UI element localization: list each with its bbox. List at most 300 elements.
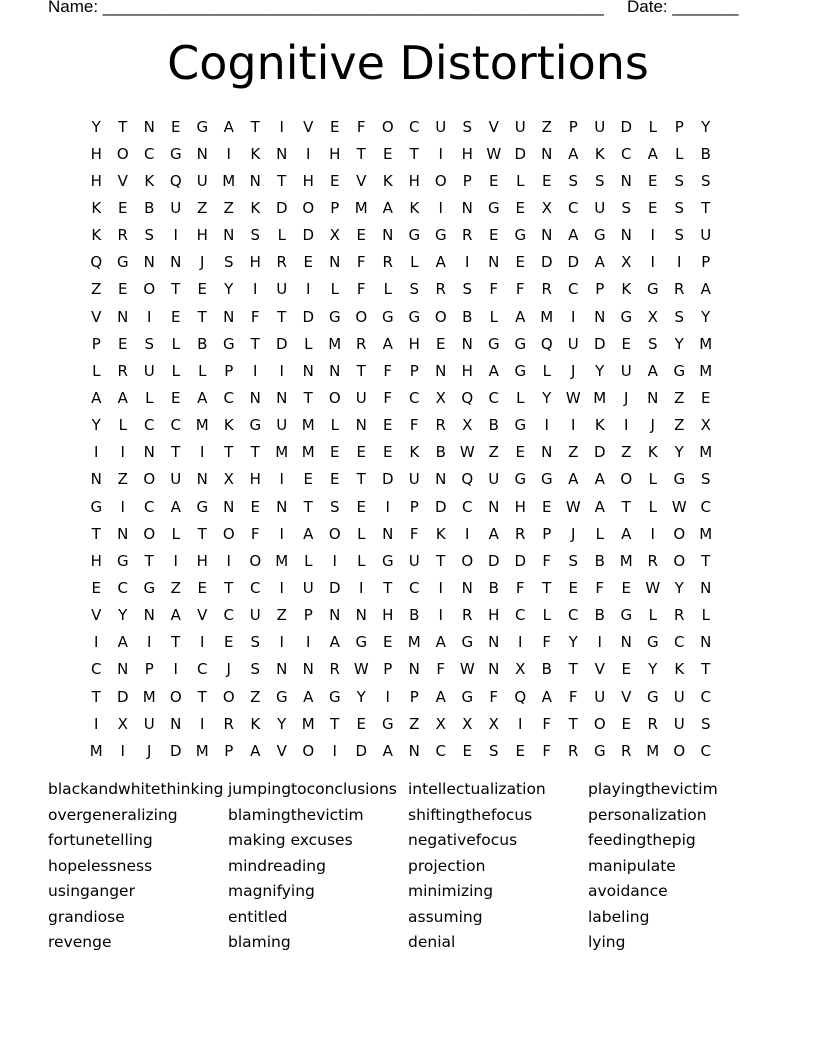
grid-letter: M xyxy=(301,416,315,435)
grid-letter: N xyxy=(249,171,261,190)
grid-letter: A xyxy=(303,687,314,706)
grid-letter: N xyxy=(461,334,473,353)
grid-letter: N xyxy=(355,606,367,625)
grid-letter: O xyxy=(381,117,394,136)
grid-letter: Y xyxy=(542,388,552,407)
grid-letter: T xyxy=(383,578,393,597)
grid-letter: L xyxy=(595,524,604,543)
grid-letter: A xyxy=(435,687,446,706)
grid-letter: C xyxy=(117,578,128,597)
grid-letter: M xyxy=(222,171,236,190)
grid-letter: T xyxy=(197,307,207,326)
grid-letter: I xyxy=(279,470,284,489)
grid-letter: N xyxy=(620,633,632,652)
grid-letter: I xyxy=(279,117,284,136)
grid-letter: I xyxy=(518,633,523,652)
grid-letter: T xyxy=(250,443,260,462)
grid-letter: O xyxy=(222,687,235,706)
grid-letter: U xyxy=(408,470,420,489)
grid-letter: R xyxy=(541,280,552,299)
grid-letter: A xyxy=(621,524,632,543)
grid-letter: I xyxy=(306,144,311,163)
grid-letter: E xyxy=(436,334,446,353)
grid-letter: R xyxy=(117,361,128,380)
word-list-item: assuming xyxy=(408,907,483,926)
grid-letter: U xyxy=(594,117,606,136)
grid-letter: G xyxy=(620,606,633,625)
grid-letter: N xyxy=(170,714,182,733)
grid-letter: O xyxy=(620,470,633,489)
grid-letter: U xyxy=(249,606,261,625)
grid-letter: A xyxy=(568,144,579,163)
word-list-item: minimizing xyxy=(408,882,494,900)
grid-letter: S xyxy=(250,633,261,652)
grid-letter: A xyxy=(488,361,499,380)
grid-letter: A xyxy=(197,388,208,407)
grid-letter: L xyxy=(304,551,313,570)
grid-letter: Z xyxy=(276,606,287,625)
grid-letter: L xyxy=(675,144,684,163)
grid-letter: I xyxy=(385,687,390,706)
grid-letter: F xyxy=(436,660,446,679)
grid-letter: N xyxy=(117,524,129,543)
grid-letter: X xyxy=(700,416,711,435)
grid-letter: E xyxy=(303,470,313,489)
grid-letter: W xyxy=(459,443,475,462)
grid-letter: H xyxy=(90,171,102,190)
grid-letter: M xyxy=(301,443,315,462)
grid-letter: I xyxy=(173,226,178,245)
grid-letter: I xyxy=(253,280,258,299)
grid-letter: R xyxy=(568,741,579,760)
grid-letter: C xyxy=(568,280,579,299)
grid-letter: S xyxy=(700,714,711,733)
grid-letter: L xyxy=(171,524,180,543)
grid-letter: O xyxy=(249,551,262,570)
grid-letter: I xyxy=(332,741,337,760)
grid-letter: D xyxy=(355,741,368,760)
grid-letter: M xyxy=(540,307,554,326)
grid-letter: N xyxy=(541,144,553,163)
date-field[interactable]: Date: _______ xyxy=(627,0,739,16)
grid-letter: A xyxy=(91,388,102,407)
grid-letter: F xyxy=(250,524,260,543)
page-title: Cognitive Distortions xyxy=(167,36,649,90)
grid-letter: L xyxy=(648,470,657,489)
grid-letter: X xyxy=(488,714,499,733)
grid-letter: F xyxy=(356,280,366,299)
grid-letter: U xyxy=(355,388,367,407)
grid-letter: C xyxy=(568,606,579,625)
grid-letter: R xyxy=(647,551,658,570)
grid-letter: T xyxy=(277,171,287,190)
grid-letter: Y xyxy=(91,416,101,435)
grid-letter: B xyxy=(700,144,711,163)
grid-letter: G xyxy=(381,307,394,326)
word-list-item: projection xyxy=(408,856,486,875)
grid-letter: I xyxy=(438,198,443,217)
grid-letter: O xyxy=(302,198,315,217)
word-bank xyxy=(48,777,768,956)
grid-letter: Y xyxy=(648,660,658,679)
grid-letter: M xyxy=(699,334,713,353)
grid-letter: G xyxy=(169,144,182,163)
grid-letter: C xyxy=(170,416,181,435)
grid-letter: M xyxy=(275,551,289,570)
grid-letter: Y xyxy=(91,117,101,136)
grid-letter: G xyxy=(408,307,421,326)
grid-letter: M xyxy=(407,633,421,652)
grid-letter: F xyxy=(515,578,525,597)
grid-letter: E xyxy=(383,443,393,462)
grid-letter: I xyxy=(226,551,231,570)
grid-letter: A xyxy=(117,388,128,407)
grid-letter: K xyxy=(91,198,102,217)
grid-letter: H xyxy=(196,226,208,245)
grid-letter: I xyxy=(279,361,284,380)
grid-letter: L xyxy=(542,361,551,380)
grid-letter: G xyxy=(434,226,447,245)
grid-letter: N xyxy=(488,660,500,679)
grid-letter: S xyxy=(462,280,473,299)
grid-letter: P xyxy=(568,117,578,136)
grid-letter: I xyxy=(94,633,99,652)
word-list-item: avoidance xyxy=(588,882,668,900)
grid-letter: M xyxy=(195,416,209,435)
name-field[interactable]: Name: _____________________________________________________ xyxy=(48,0,604,16)
grid-letter: F xyxy=(356,117,366,136)
grid-letter: V xyxy=(117,171,128,190)
grid-letter: E xyxy=(118,334,128,353)
grid-letter: A xyxy=(541,687,552,706)
grid-letter: G xyxy=(328,687,341,706)
grid-letter: N xyxy=(117,660,129,679)
word-list-item: usinganger xyxy=(48,882,135,900)
grid-letter: L xyxy=(410,253,419,272)
grid-letter: N xyxy=(620,171,632,190)
grid-letter: L xyxy=(542,606,551,625)
word-list-item: blackandwhitethinking xyxy=(48,780,224,798)
grid-letter: E xyxy=(515,741,525,760)
grid-letter: U xyxy=(620,361,632,380)
grid-letter: P xyxy=(409,497,419,516)
grid-letter: H xyxy=(382,606,394,625)
grid-letter: N xyxy=(276,144,288,163)
grid-letter: G xyxy=(461,633,474,652)
grid-letter: D xyxy=(116,687,129,706)
grid-letter: H xyxy=(514,497,526,516)
grid-letter: S xyxy=(674,226,685,245)
grid-letter: T xyxy=(701,551,711,570)
grid-letter: T xyxy=(250,117,260,136)
grid-letter: T xyxy=(303,497,313,516)
grid-letter: J xyxy=(571,524,576,543)
grid-letter: N xyxy=(700,633,712,652)
grid-letter: G xyxy=(90,497,103,516)
grid-letter: S xyxy=(594,171,605,190)
grid-letter: E xyxy=(648,198,658,217)
grid-letter: Q xyxy=(540,334,553,353)
grid-letter: I xyxy=(120,443,125,462)
grid-letter: I xyxy=(332,551,337,570)
grid-letter: X xyxy=(435,388,446,407)
grid-letter: I xyxy=(385,497,390,516)
grid-letter: L xyxy=(118,416,127,435)
grid-letter: B xyxy=(435,443,446,462)
grid-letter: T xyxy=(144,551,154,570)
grid-letter: E xyxy=(489,226,499,245)
grid-letter: F xyxy=(356,253,366,272)
grid-letter: N xyxy=(117,307,129,326)
grid-letter: P xyxy=(542,524,552,543)
grid-letter: K xyxy=(647,443,658,462)
grid-letter: U xyxy=(594,198,606,217)
grid-letter: F xyxy=(568,687,578,706)
grid-letter: P xyxy=(91,334,101,353)
grid-letter: U xyxy=(673,714,685,733)
grid-letter: T xyxy=(91,687,101,706)
grid-letter: L xyxy=(648,606,657,625)
grid-letter: U xyxy=(435,117,447,136)
grid-letter: Z xyxy=(568,443,579,462)
grid-letter: S xyxy=(674,171,685,190)
grid-letter: I xyxy=(120,741,125,760)
grid-letter: Z xyxy=(170,578,181,597)
grid-letter: A xyxy=(170,606,181,625)
grid-letter: J xyxy=(147,741,152,760)
grid-letter: N xyxy=(223,226,235,245)
grid-letter: U xyxy=(170,198,182,217)
word-list-item: grandiose xyxy=(48,907,125,926)
grid-letter: A xyxy=(647,361,658,380)
grid-letter: N xyxy=(276,660,288,679)
grid-letter: Q xyxy=(169,171,182,190)
grid-letter: X xyxy=(515,660,526,679)
grid-letter: E xyxy=(118,280,128,299)
grid-letter: X xyxy=(223,470,234,489)
grid-letter: M xyxy=(354,198,368,217)
grid-letter: G xyxy=(514,334,527,353)
grid-letter: E xyxy=(330,470,340,489)
grid-letter: C xyxy=(91,660,102,679)
grid-letter: W xyxy=(353,660,369,679)
grid-letter: O xyxy=(461,551,474,570)
grid-letter: G xyxy=(673,361,686,380)
grid-letter: B xyxy=(409,606,420,625)
grid-letter: G xyxy=(514,416,527,435)
grid-letter: U xyxy=(276,280,288,299)
grid-letter: S xyxy=(250,660,261,679)
grid-letter: O xyxy=(222,524,235,543)
grid-letter: E xyxy=(621,334,631,353)
grid-letter: T xyxy=(542,578,552,597)
grid-letter: N xyxy=(461,198,473,217)
grid-letter: L xyxy=(277,226,286,245)
word-list-item: intellectualization xyxy=(408,780,546,798)
grid-letter: G xyxy=(143,578,156,597)
grid-letter: G xyxy=(116,253,129,272)
grid-letter: L xyxy=(701,606,710,625)
grid-letter: O xyxy=(328,388,341,407)
grid-letter: N xyxy=(700,578,712,597)
grid-letter: I xyxy=(518,714,523,733)
grid-letter: G xyxy=(593,741,606,760)
grid-letter: G xyxy=(408,226,421,245)
grid-letter: V xyxy=(91,307,102,326)
grid-letter: G xyxy=(328,307,341,326)
grid-letter: K xyxy=(594,144,605,163)
grid-letter: Y xyxy=(674,443,684,462)
grid-letter: H xyxy=(90,551,102,570)
grid-letter: J xyxy=(200,253,205,272)
grid-letter: I xyxy=(544,416,549,435)
grid-letter: F xyxy=(595,578,605,597)
grid-letter: I xyxy=(120,497,125,516)
grid-letter: N xyxy=(143,606,155,625)
grid-letter: C xyxy=(409,388,420,407)
grid-letter: E xyxy=(330,171,340,190)
grid-letter: C xyxy=(700,497,711,516)
grid-letter: T xyxy=(224,578,234,597)
grid-letter: T xyxy=(171,443,181,462)
grid-letter: I xyxy=(571,307,576,326)
grid-letter: N xyxy=(302,361,314,380)
grid-letter: H xyxy=(249,470,261,489)
grid-letter: T xyxy=(171,280,181,299)
grid-letter: I xyxy=(200,714,205,733)
word-list-item: denial xyxy=(408,933,456,951)
grid-letter: A xyxy=(594,497,605,516)
grid-letter: X xyxy=(329,226,340,245)
grid-letter: T xyxy=(91,524,101,543)
grid-letter: N xyxy=(408,660,420,679)
grid-letter: C xyxy=(568,198,579,217)
grid-letter: G xyxy=(116,551,129,570)
grid-letter: O xyxy=(169,687,182,706)
grid-letter: Y xyxy=(356,687,366,706)
letter-grid xyxy=(83,113,719,764)
grid-letter: C xyxy=(223,388,234,407)
grid-letter: C xyxy=(700,741,711,760)
grid-letter: O xyxy=(673,741,686,760)
grid-letter: E xyxy=(542,171,552,190)
grid-letter: I xyxy=(465,253,470,272)
grid-letter: P xyxy=(595,280,605,299)
grid-letter: I xyxy=(279,578,284,597)
grid-letter: R xyxy=(515,524,526,543)
grid-letter: A xyxy=(568,226,579,245)
grid-letter: I xyxy=(438,606,443,625)
grid-letter: B xyxy=(462,307,473,326)
grid-letter: K xyxy=(382,171,393,190)
grid-letter: I xyxy=(173,551,178,570)
grid-letter: L xyxy=(383,280,392,299)
grid-letter: T xyxy=(409,144,419,163)
grid-letter: T xyxy=(621,497,631,516)
grid-letter: K xyxy=(91,226,102,245)
grid-letter: L xyxy=(198,361,207,380)
grid-letter: Y xyxy=(674,334,684,353)
grid-letter: E xyxy=(356,714,366,733)
grid-letter: C xyxy=(435,741,446,760)
word-list-item: negativefocus xyxy=(408,831,518,849)
grid-letter: L xyxy=(648,117,657,136)
grid-letter: E xyxy=(171,307,181,326)
grid-letter: V xyxy=(621,687,632,706)
grid-letter: F xyxy=(250,307,260,326)
grid-letter: Y xyxy=(118,606,128,625)
grid-letter: J xyxy=(650,416,655,435)
grid-letter: R xyxy=(674,280,685,299)
grid-letter: I xyxy=(226,144,231,163)
grid-letter: D xyxy=(328,578,341,597)
grid-letter: S xyxy=(674,198,685,217)
grid-letter: X xyxy=(462,714,473,733)
grid-letter: X xyxy=(647,307,658,326)
grid-letter: O xyxy=(434,307,447,326)
grid-letter: S xyxy=(144,226,155,245)
grid-letter: V xyxy=(197,606,208,625)
grid-letter: N xyxy=(461,578,473,597)
grid-letter: E xyxy=(648,171,658,190)
grid-letter: M xyxy=(89,741,103,760)
grid-letter: S xyxy=(621,198,632,217)
grid-letter: M xyxy=(646,741,660,760)
grid-letter: H xyxy=(329,144,341,163)
grid-letter: T xyxy=(330,714,340,733)
grid-letter: N xyxy=(143,443,155,462)
grid-letter: E xyxy=(542,497,552,516)
grid-letter: L xyxy=(489,307,498,326)
grid-letter: E xyxy=(621,714,631,733)
grid-letter: N xyxy=(276,388,288,407)
grid-letter: T xyxy=(197,524,207,543)
grid-letter: N xyxy=(329,253,341,272)
grid-letter: W xyxy=(486,144,502,163)
grid-letter: C xyxy=(144,416,155,435)
grid-letter: V xyxy=(488,117,499,136)
grid-letter: K xyxy=(250,144,261,163)
word-list-item: feedingthepig xyxy=(588,831,696,849)
grid-letter: C xyxy=(144,497,155,516)
grid-letter: Y xyxy=(701,307,711,326)
grid-letter: R xyxy=(647,714,658,733)
grid-letter: E xyxy=(171,388,181,407)
word-list-item: magnifying xyxy=(228,882,315,900)
grid-letter: I xyxy=(650,226,655,245)
grid-letter: S xyxy=(144,334,155,353)
grid-letter: D xyxy=(275,198,288,217)
grid-letter: U xyxy=(170,470,182,489)
grid-letter: Y xyxy=(568,633,578,652)
word-list-item: jumpingtoconclusions xyxy=(228,780,397,798)
grid-letter: N xyxy=(355,416,367,435)
grid-letter: H xyxy=(302,171,314,190)
grid-letter: G xyxy=(593,226,606,245)
grid-letter: P xyxy=(144,660,154,679)
grid-letter: N xyxy=(488,253,500,272)
grid-letter: W xyxy=(671,497,687,516)
grid-letter: L xyxy=(330,280,339,299)
grid-letter: Q xyxy=(461,388,474,407)
grid-letter: D xyxy=(567,253,580,272)
word-list-item: manipulate xyxy=(588,856,676,875)
word-list-item: blaming xyxy=(228,933,291,951)
grid-letter: E xyxy=(197,578,207,597)
grid-letter: P xyxy=(409,687,419,706)
grid-letter: M xyxy=(328,334,342,353)
grid-letter: N xyxy=(90,470,102,489)
